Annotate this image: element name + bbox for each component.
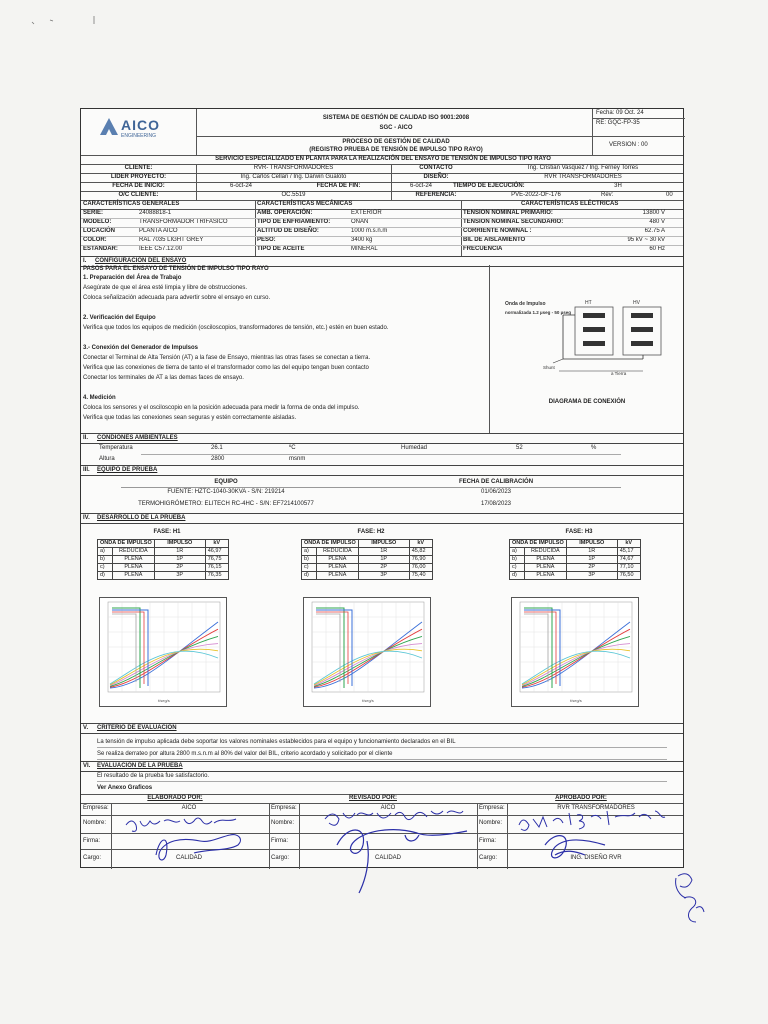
diagram-label: DIAGRAMA DE CONEXIÓN xyxy=(548,399,626,405)
sec1-title: CONFIGURACIÓN DEL ENSAYO xyxy=(95,258,187,264)
cell: 3P xyxy=(358,572,409,580)
stamp-initials-icon xyxy=(670,868,710,928)
cell: PLENA xyxy=(113,556,155,564)
evaluacion-2: Ver Anexo Graficos xyxy=(97,785,153,791)
cell: 46,97 xyxy=(205,548,228,556)
cell: 76,00 xyxy=(409,564,432,572)
cell: PLENA xyxy=(317,572,359,580)
temp-unit: ºC xyxy=(289,445,296,451)
col-header: ONDA DE IMPULSO xyxy=(302,540,359,548)
table-row xyxy=(98,564,229,572)
cell: 2P xyxy=(154,564,205,572)
fin-label: FECHA DE FIN: xyxy=(316,183,361,189)
cell: b) xyxy=(510,556,525,564)
cell: 77,10 xyxy=(617,564,640,572)
fecha-cal-1: 01/06/2023 xyxy=(480,489,512,495)
cargo-label: Cargo: xyxy=(479,855,498,861)
cell: 76,15 xyxy=(205,564,228,572)
car-mec-label: TIPO DE ACEITE xyxy=(257,246,305,252)
table-row xyxy=(98,548,229,556)
sec3-title: EQUIPO DE PRUEBA xyxy=(97,467,158,473)
cell: REDUCIDA xyxy=(525,548,567,556)
cell: PLENA xyxy=(525,564,567,572)
fin-value: 6-oct-24 xyxy=(409,183,432,189)
criterio-1: La tensión de impulso aplicada debe soportar los valores nominales establecidos para el equipo y funcionamiento declarados en el BIL xyxy=(97,739,456,745)
cargo-value: CALIDAD xyxy=(374,855,401,861)
cell: REDUCIDA xyxy=(113,548,155,556)
cell: 1P xyxy=(358,556,409,564)
empresa-value: RVR TRANSFORMADORES xyxy=(557,805,635,811)
firma-label: Firma: xyxy=(479,838,496,844)
cell: d) xyxy=(98,572,113,580)
col-header: kV xyxy=(205,540,228,548)
car-mec-label: ALTITUD DE DISEÑO: xyxy=(257,228,319,234)
hum-value: 52 xyxy=(516,445,523,451)
alt-label: Altura xyxy=(99,456,115,462)
col-header: ONDA DE IMPULSO xyxy=(98,540,155,548)
car-mec-value: EXTERIOR xyxy=(351,210,382,216)
table-row xyxy=(510,556,641,564)
cell: c) xyxy=(302,564,317,572)
diag-shunt: Shunt xyxy=(543,365,555,370)
car-ele-label: TENSION NOMINAL PRIMARIO: xyxy=(463,210,553,216)
paso1-b: Coloca señalización adecuada para advertir sobre el ensayo en curso. xyxy=(83,295,271,301)
cell: a) xyxy=(302,548,317,556)
hum-unit: % xyxy=(591,445,597,451)
empresa-label: Empresa: xyxy=(271,805,297,811)
car-ele-value: 480 V xyxy=(649,219,665,225)
car-gen-label: MODELO: xyxy=(83,219,112,225)
car-gen-label: LOCACIÓN xyxy=(83,228,115,234)
cell: PLENA xyxy=(113,572,155,580)
car-mec-label: AMB. OPERACIÓN: xyxy=(257,210,313,216)
paso3-title: 3.- Conexión del Generador de Impulsos xyxy=(83,345,199,351)
cell: a) xyxy=(510,548,525,556)
revisado-header: REVISADO POR: xyxy=(348,795,397,801)
sgc-sub: SGC - AICO xyxy=(379,125,413,131)
servicio-title: SERVICIO ESPECIALIZADO EN PLANTA PARA LA REALIZACIÓN DEL ENSAYO DE TENSIÓN DE IMPULSO TIPO RAYO xyxy=(215,156,551,162)
firma-label: Firma: xyxy=(83,838,100,844)
car-ele-value: 95 kV ~ 30 kV xyxy=(627,237,665,243)
diag-norm: normalizada 1.2 µseg - 50 µseg xyxy=(505,310,571,315)
inicio-value: 6-oct-24 xyxy=(229,183,252,189)
phase-table xyxy=(97,539,229,580)
car-ele-value: 60 Hz xyxy=(649,246,665,252)
cell: PLENA xyxy=(113,564,155,572)
sec6-num: VI. xyxy=(83,763,91,769)
empresa-value: AICO xyxy=(380,805,396,811)
plot-xlabel: t/seg/s xyxy=(570,698,582,703)
firma-label: Firma: xyxy=(271,838,288,844)
car-ele-value: 62.75 A xyxy=(644,228,665,234)
car-gen-value: TRANSFORMADOR TRIFASICO xyxy=(139,219,228,225)
cell: d) xyxy=(302,572,317,580)
impulse-plot xyxy=(511,597,639,707)
paso3-b: Verifica que las conexiones de tierra de tanto el el transformador como las del equipo tengan buen contacto xyxy=(83,365,369,371)
cell: d) xyxy=(510,572,525,580)
car-gen-value: 24088818-1 xyxy=(139,210,172,216)
cell: c) xyxy=(510,564,525,572)
table-row xyxy=(98,572,229,580)
ref-value: PVE-2022-OF-176 xyxy=(511,192,561,198)
car-gen-value: PLANTA AICO xyxy=(139,228,178,234)
diag-onda: Onda de Impulso xyxy=(505,301,546,307)
evaluacion-1: El resultado de la prueba fue satisfactorio. xyxy=(97,773,210,779)
empresa-label: Empresa: xyxy=(479,805,505,811)
connection-diagram xyxy=(493,295,681,379)
impulse-plot xyxy=(303,597,431,707)
car-mec-value: 3400 kg xyxy=(351,237,373,243)
ref-label: REFERENCIA: xyxy=(415,192,457,198)
table-row xyxy=(98,556,229,564)
paso2-title: 2. Verificación del Equipo xyxy=(83,315,156,321)
car-gen-label: SERIE: xyxy=(83,210,104,216)
cell: 45,82 xyxy=(409,548,432,556)
cell: PLENA xyxy=(525,556,567,564)
section-4-header xyxy=(81,513,683,524)
col-header: ONDA DE IMPULSO xyxy=(510,540,567,548)
contacto-value: Ing. Cristian Vasquez / Ing. Ferney Torres xyxy=(527,165,639,171)
temp-value: 26.1 xyxy=(211,445,223,451)
cliente-label: CLIENTE: xyxy=(124,165,153,171)
sec5-num: V. xyxy=(83,725,89,731)
car-mec-label: TIPO DE ENFRIAMIENTO: xyxy=(257,219,331,225)
cell: 74,67 xyxy=(617,556,640,564)
table-row xyxy=(510,572,641,580)
cell: b) xyxy=(98,556,113,564)
equipo-1: FUENTE: HZTC-1040-30KVA - S/N: 219214 xyxy=(167,489,285,495)
impulse-plot xyxy=(99,597,227,707)
table-row xyxy=(510,548,641,556)
pasos-title: PASOS PARA EL ENSAYO DE TENSIÓN DE IMPULSO TIPO RAYO xyxy=(83,266,269,272)
cell: a) xyxy=(98,548,113,556)
paso2-a: Verifica que todos los equipos de medición (osciloscopios, transformadores de tensión, etc.) estén en buen estado. xyxy=(83,325,389,331)
phase-table-header xyxy=(302,540,433,548)
cell: 3P xyxy=(566,572,617,580)
phase-title: FASE: H1 xyxy=(153,529,181,535)
re-code: RE: GQC-FP-35 xyxy=(596,120,640,126)
car-ele-label: CORRIENTE NOMINAL : xyxy=(463,228,532,234)
temp-label: Temperatura xyxy=(99,445,133,451)
car-gen-label: ESTANDAR: xyxy=(83,246,118,252)
diseno-value: RVR TRANSFORMADORES xyxy=(544,174,622,180)
proceso: PROCESO DE GESTIÓN DE CALIDAD xyxy=(342,139,450,145)
mec-title: CARACTERÍSTICAS MECÁNICAS xyxy=(257,201,353,207)
cliente-value: RVR- TRANSFORMADORES xyxy=(253,165,334,171)
plot-xlabel: t/seg/s xyxy=(362,698,374,703)
table-row xyxy=(302,548,433,556)
tiempo-value: 3H xyxy=(614,183,622,189)
paso3-c: Conectar los terminales de AT a las demas faces de ensayo. xyxy=(83,375,244,381)
inicio-label: FECHA DE INICIO: xyxy=(112,183,165,189)
paso1-title: 1. Preparación del Área de Trabajo xyxy=(83,275,182,281)
cell: 1R xyxy=(154,548,205,556)
cell: 1R xyxy=(566,548,617,556)
section-3-header xyxy=(81,465,683,476)
registro: (REGISTRO PRUEBA DE TENSIÓN DE IMPULSO TIPO RAYO) xyxy=(309,147,483,153)
fecha-cal-header: FECHA DE CALIBRACIÓN xyxy=(458,479,534,485)
sec2-num: II. xyxy=(83,435,89,441)
empresa-label: Empresa: xyxy=(83,805,109,811)
car-mec-value: ONAN xyxy=(351,219,369,225)
phase-table xyxy=(301,539,433,580)
quality-form xyxy=(80,108,684,868)
table-row xyxy=(302,556,433,564)
diag-ht: HT xyxy=(585,300,592,306)
nombre-label: Nombre: xyxy=(479,820,503,826)
paso4-b: Verifica que todas las conexiones sean seguras y estén correctamente aisladas. xyxy=(83,415,297,421)
car-mec-value: MINERAL xyxy=(351,246,378,252)
phase-title: FASE: H2 xyxy=(357,529,385,535)
car-ele-label: BIL DE AISLAMIENTO xyxy=(463,237,526,243)
paso3-a: Conectar el Terminal de Alta Tensión (AT) a la fase de Ensayo, mientras las otras fases se conectan a tierra. xyxy=(83,355,371,361)
phase-table xyxy=(509,539,641,580)
paso4-title: 4. Medición xyxy=(83,395,116,401)
table-row xyxy=(302,572,433,580)
oc-value: OC.5519 xyxy=(281,192,306,198)
criterio-2: Se realiza derrateo por altura 2800 m.s.n.m al 80% del valor del BIL, criterio acordado y solicitado por el cliente xyxy=(97,751,393,757)
car-ele-value: 13800 V xyxy=(642,210,665,216)
sec2-title: CONDIONES AMBIENTALES xyxy=(97,435,178,441)
table-row xyxy=(302,564,433,572)
section-6-header xyxy=(81,761,683,772)
cell: 76,90 xyxy=(409,556,432,564)
cell: 2P xyxy=(358,564,409,572)
car-ele-label: FRECUENCIA xyxy=(463,246,503,252)
cell: 76,50 xyxy=(617,572,640,580)
aico-logo-icon xyxy=(99,117,119,137)
col-header: kV xyxy=(617,540,640,548)
section-5-header xyxy=(81,723,683,734)
cargo-value: CALIDAD xyxy=(175,855,202,861)
equipo-header: EQUIPO xyxy=(214,479,238,485)
oc-label: O/C CLIENTE: xyxy=(118,192,159,198)
rev-label: Rev: xyxy=(601,192,614,198)
phase-table-header xyxy=(98,540,229,548)
col-header: IMPULSO xyxy=(358,540,409,548)
col-header: IMPULSO xyxy=(154,540,205,548)
gen-title: CARACTERÍSTICAS GENERALES xyxy=(83,201,180,207)
cell: 76,35 xyxy=(205,572,228,580)
cell: PLENA xyxy=(525,572,567,580)
rev-value: 00 xyxy=(666,192,673,198)
section-2-header xyxy=(81,433,683,444)
cell: 1P xyxy=(566,556,617,564)
empresa-value: AICO xyxy=(181,805,197,811)
cell: 1P xyxy=(154,556,205,564)
alt-unit: msnm xyxy=(289,456,306,462)
car-ele-label: TENSION NOMINAL SECUNDARIO: xyxy=(463,219,564,225)
lider-label: LIDER PROYECTO: xyxy=(110,174,167,180)
logo-sub: ENGINEERING xyxy=(121,133,157,139)
cell: c) xyxy=(98,564,113,572)
elaborado-header: ELABORADO POR: xyxy=(147,795,203,801)
cell: 2P xyxy=(566,564,617,572)
car-mec-value: 1000 m.s.n.m xyxy=(351,228,388,234)
fecha-cal-2: 17/08/2023 xyxy=(480,501,512,507)
phase-title: FASE: H3 xyxy=(565,529,593,535)
logo-box xyxy=(81,109,197,155)
car-mec-label: PESO: xyxy=(257,237,276,243)
paso1-a: Asegúrate de que el área esté limpia y libre de obstrucciones. xyxy=(83,285,248,291)
table-row xyxy=(510,564,641,572)
cargo-label: Cargo: xyxy=(83,855,102,861)
aprobado-header: APROBADO POR: xyxy=(555,795,607,801)
stray-marks xyxy=(20,10,100,40)
cell: PLENA xyxy=(317,564,359,572)
hum-label: Humedad xyxy=(401,445,428,451)
cell: 75,40 xyxy=(409,572,432,580)
diag-tierra: a Tierra xyxy=(611,371,627,376)
diseno-label: DISEÑO: xyxy=(423,174,449,180)
car-gen-value: RAL 7035 LIGHT GREY xyxy=(139,237,204,243)
cell: REDUCIDA xyxy=(317,548,359,556)
phase-table-header xyxy=(510,540,641,548)
col-header: kV xyxy=(409,540,432,548)
fecha-doc: Fecha: 09 Oct. 24 xyxy=(596,110,644,116)
signature-3 xyxy=(515,805,685,875)
logo-text: AICO xyxy=(121,117,160,133)
cell: 45,17 xyxy=(617,548,640,556)
car-gen-value: IEEE C57.12.00 xyxy=(139,246,183,252)
plot-xlabel: t/seg/s xyxy=(158,698,170,703)
lider-value: Ing. Carlos Cellari / Ing. Darwin Gualoto xyxy=(240,174,347,180)
sec6-title: EVALUACIÓN DE LA PRUEBA xyxy=(97,763,183,769)
alt-value: 2800 xyxy=(211,456,225,462)
sec5-title: CRITERIO DE EVALUACIÓN xyxy=(97,725,177,731)
sec3-num: III. xyxy=(83,467,90,473)
cell: PLENA xyxy=(317,556,359,564)
nombre-label: Nombre: xyxy=(271,820,295,826)
cell: b) xyxy=(302,556,317,564)
ele-title: CARACTERÍSTICAS ELÉCTRICAS xyxy=(521,201,619,207)
col-header: IMPULSO xyxy=(566,540,617,548)
version: VERSION : 00 xyxy=(609,142,648,148)
car-gen-label: COLOR: xyxy=(83,237,107,243)
cell: 1R xyxy=(358,548,409,556)
sgc-title: SISTEMA DE GESTIÓN DE CALIDAD ISO 9001:2008 xyxy=(322,115,470,121)
cell: 76,75 xyxy=(205,556,228,564)
sec4-title: DESARROLLO DE LA PRUEBA xyxy=(97,515,186,521)
diag-hv: HV xyxy=(633,300,640,306)
nombre-label: Nombre: xyxy=(83,820,107,826)
cell: 3P xyxy=(154,572,205,580)
cargo-value: ING. DISEÑO RVR xyxy=(570,855,622,861)
paso4-a: Coloca los sensores y el osciloscopio en la posición adecuada para medir la forma de onda del impulso. xyxy=(83,405,360,411)
contacto-label: CONTACTO xyxy=(419,165,453,171)
sec4-num: IV. xyxy=(83,515,90,521)
equipo-2: TERMOHIGRÓMETRO: ELITECH RC-4HC - S/N: EF7214100577 xyxy=(138,501,314,507)
tiempo-label: TIEMPO DE EJECUCIÓN: xyxy=(453,183,525,189)
cargo-label: Cargo: xyxy=(271,855,290,861)
sec1-num: I. xyxy=(83,258,87,264)
